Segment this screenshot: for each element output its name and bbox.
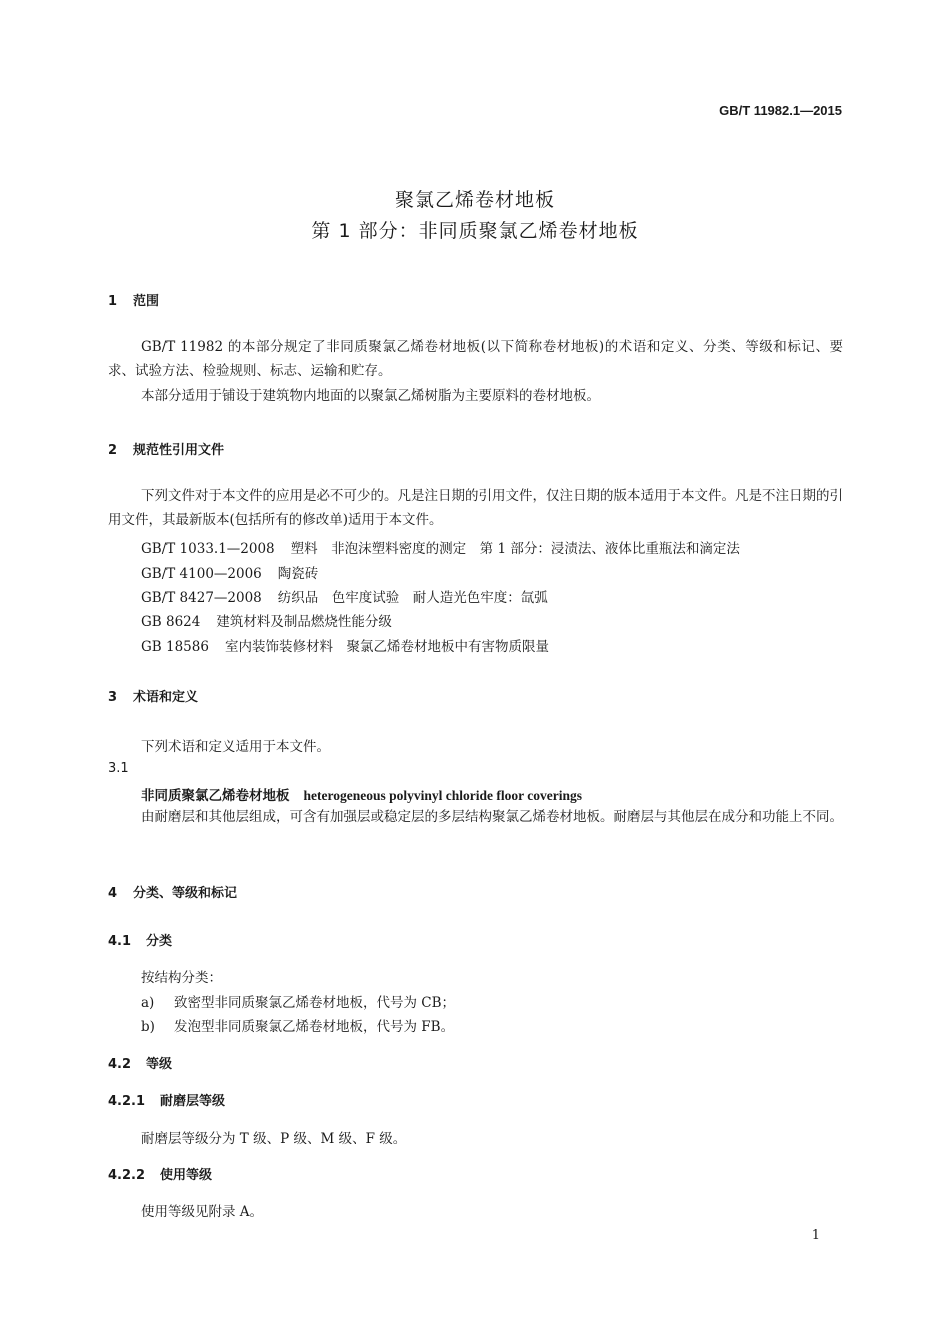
- reference-code: GB 18586: [141, 639, 209, 655]
- subsection-title: 使用等级: [160, 1168, 213, 1183]
- subsection-4-2-1-heading: [108, 1090, 225, 1109]
- term-heading: [141, 784, 582, 804]
- subsection-title: 分类: [146, 934, 173, 949]
- term-english: heterogeneous polyvinyl chloride floor coverings: [303, 788, 582, 803]
- reference-item: [141, 586, 548, 606]
- section-number: 4: [108, 886, 118, 901]
- section-1-heading: [108, 290, 159, 309]
- subsection-4-2-2-heading: [108, 1164, 212, 1183]
- document-title-line1: 聚氯乙烯卷材地板: [394, 189, 555, 211]
- subsection-4-1-heading: [108, 930, 172, 949]
- subsection-number: 4.2: [108, 1057, 132, 1072]
- section-title: 范围: [133, 294, 160, 309]
- section-title: 分类、等级和标记: [133, 886, 238, 901]
- subsection-title: 等级: [146, 1057, 173, 1072]
- term-definition: 由耐磨层和其他层组成，可含有加强层或稳定层的多层结构聚氯乙烯卷材地板。耐磨层与其他层在成分和功能上不同。: [141, 809, 843, 825]
- subsection-number: 4.2.1: [108, 1094, 146, 1109]
- reference-title: 纺织品 色牢度试验 耐人造光色牢度：氙弧: [277, 590, 548, 606]
- usage-grade-text: 使用等级见附录 A。: [141, 1204, 264, 1220]
- subsection-number: 4.2.2: [108, 1168, 146, 1183]
- section-1-paragraph-1: GB/T 11982 的本部分规定了非同质聚氯乙烯卷材地板(以下简称卷材地板)的术语和定义、分类、等级和标记、要求、试验方法、检验规则、标志、运输和贮存。: [108, 339, 843, 379]
- section-2-heading: [108, 439, 224, 458]
- standard-number: GB/T 11982.1—2015: [719, 103, 842, 118]
- reference-code: GB/T 4100—2006: [141, 566, 262, 582]
- section-number: 2: [108, 443, 118, 458]
- subsection-number: 4.1: [108, 934, 132, 949]
- list-item-label: b): [141, 1019, 155, 1035]
- reference-item: [141, 537, 740, 557]
- term-number: 3.1: [108, 761, 129, 776]
- section-3-paragraph-1: 下列术语和定义适用于本文件。: [141, 739, 330, 755]
- reference-code: GB 8624: [141, 614, 201, 630]
- list-item-text: 致密型非同质聚氯乙烯卷材地板，代号为 CB；: [174, 995, 456, 1011]
- reference-item: [141, 635, 549, 655]
- list-item: [141, 991, 455, 1011]
- page-number: 1: [811, 1228, 820, 1243]
- subsection-title: 耐磨层等级: [160, 1094, 226, 1109]
- reference-title: 室内装饰装修材料 聚氯乙烯卷材地板中有害物质限量: [224, 639, 549, 655]
- reference-title: 陶瓷砖: [277, 566, 319, 582]
- section-4-heading: [108, 882, 237, 901]
- list-item-label: a): [141, 995, 155, 1011]
- reference-item: [141, 562, 318, 582]
- reference-title: 塑料 非泡沫塑料密度的测定 第 1 部分：浸渍法、液体比重瓶法和滴定法: [290, 541, 740, 557]
- subsection-4-2-heading: [108, 1053, 172, 1072]
- document-title-line2: 第 1 部分：非同质聚氯乙烯卷材地板: [311, 220, 639, 242]
- section-3-heading: [108, 686, 198, 705]
- reference-item: [141, 610, 392, 630]
- term-chinese: 非同质聚氯乙烯卷材地板: [141, 788, 290, 804]
- section-title: 术语和定义: [133, 690, 199, 705]
- section-number: 1: [108, 294, 118, 309]
- list-item-text: 发泡型非同质聚氯乙烯卷材地板，代号为 FB。: [174, 1019, 455, 1035]
- reference-code: GB/T 8427—2008: [141, 590, 262, 606]
- section-2-paragraph-1: 下列文件对于本文件的应用是必不可少的。凡是注日期的引用文件，仅注日期的版本适用于本文件。凡是不注日期的引用文件，其最新版本(包括所有的修改单)适用于本文件。: [108, 488, 843, 528]
- wear-layer-grade-text: 耐磨层等级分为 T 级、P 级、M 级、F 级。: [141, 1131, 407, 1147]
- classification-intro: 按结构分类：: [141, 970, 222, 986]
- section-1-paragraph-2: 本部分适用于铺设于建筑物内地面的以聚氯乙烯树脂为主要原料的卷材地板。: [141, 388, 600, 404]
- section-number: 3: [108, 690, 118, 705]
- section-title: 规范性引用文件: [133, 443, 225, 458]
- reference-code: GB/T 1033.1—2008: [141, 541, 275, 557]
- reference-title: 建筑材料及制品燃烧性能分级: [216, 614, 392, 630]
- list-item: [141, 1015, 454, 1035]
